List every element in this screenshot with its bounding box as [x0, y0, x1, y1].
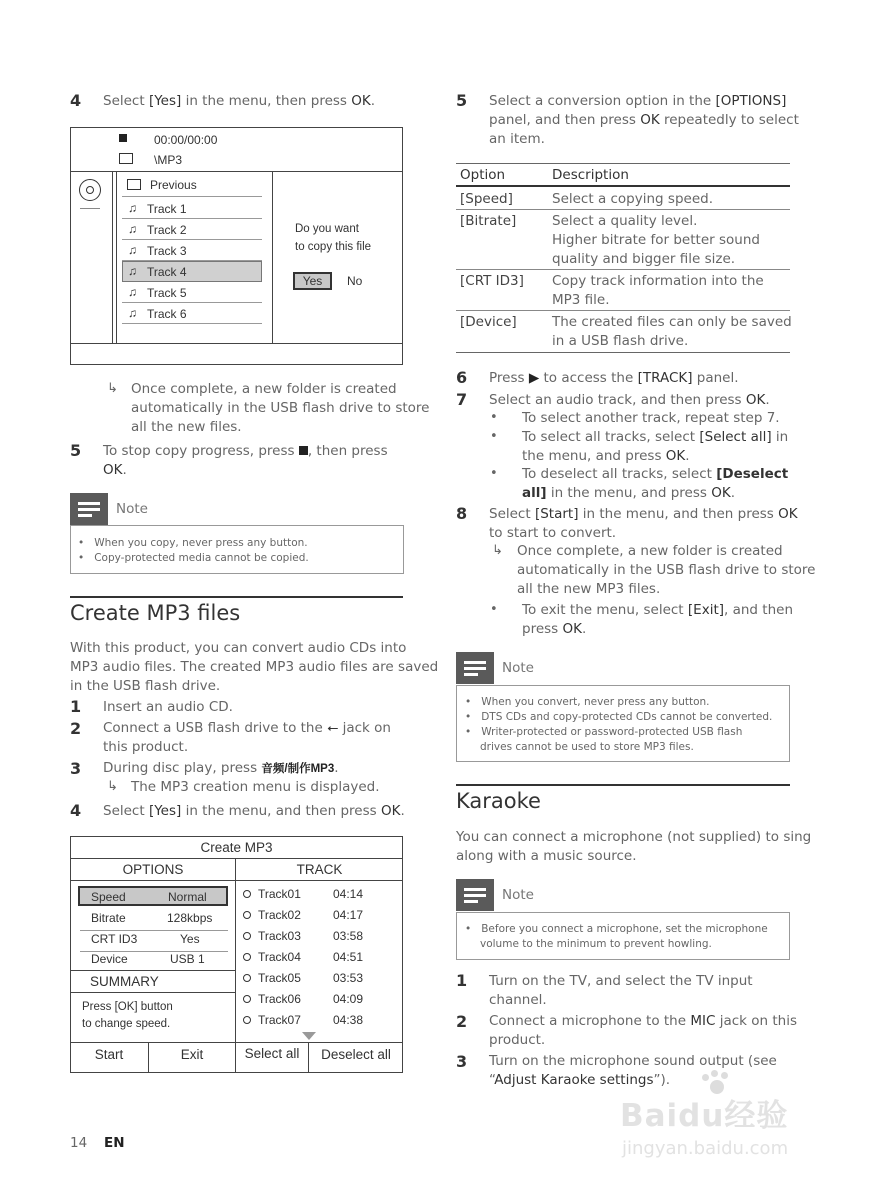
- step-text: Turn on the TV, and select the TV input channel.: [489, 973, 753, 1008]
- folder-icon: [127, 179, 141, 190]
- step-number: 1: [70, 697, 82, 716]
- page-language: EN: [104, 1135, 125, 1151]
- bullet: •: [490, 429, 498, 444]
- radio-icon: [243, 995, 251, 1003]
- table-top-line: [456, 163, 790, 164]
- list-item[interactable]: [122, 282, 262, 303]
- table-bottom-line: [456, 352, 790, 353]
- track-label: Track 5: [147, 286, 187, 300]
- list-item[interactable]: [122, 303, 262, 324]
- option-name: Speed: [91, 890, 126, 904]
- step-number: 4: [70, 801, 82, 820]
- step-text: Connect a microphone to the MIC jack on this product.: [489, 1013, 797, 1048]
- track-row[interactable]: [240, 885, 400, 906]
- prompt-line: Do you want: [295, 223, 359, 235]
- start-button[interactable]: Start: [94, 1047, 124, 1062]
- bullet: •: [490, 602, 498, 617]
- track-row[interactable]: [240, 927, 400, 948]
- disc-underline: [80, 208, 100, 209]
- note-list: • Before you connect a microphone, set the microphone volume to the minimum to prevent howling.: [465, 923, 768, 950]
- list-item[interactable]: [122, 198, 262, 219]
- step-number: 4: [70, 91, 82, 110]
- note-title: Note: [502, 887, 534, 903]
- option-value: Yes: [180, 932, 200, 946]
- step-number: 7: [456, 390, 468, 409]
- music-note-icon: ♫: [128, 285, 137, 299]
- select-all-button[interactable]: Select all: [244, 1046, 300, 1061]
- track-row[interactable]: [240, 948, 400, 969]
- bullet-text: To exit the menu, select [Exit], and then press OK.: [522, 602, 793, 637]
- list-item[interactable]: [122, 240, 262, 261]
- track-name: Track07: [258, 1013, 301, 1027]
- scroll-down-icon[interactable]: [302, 1032, 316, 1040]
- list-item-selected[interactable]: [122, 261, 262, 282]
- track-row[interactable]: [240, 990, 400, 1011]
- option-value: Normal: [168, 890, 207, 904]
- note-title: Note: [502, 660, 534, 676]
- result-text: Once complete, a new folder is created automatically in the USB flash drive to store all the new MP3 files.: [517, 543, 816, 597]
- track-time: 04:14: [333, 887, 364, 901]
- track-time: 04:51: [333, 950, 364, 964]
- step-text: Select an audio track, and then press OK.: [489, 392, 770, 408]
- music-note-icon: ♫: [128, 306, 137, 320]
- option-row[interactable]: [80, 930, 228, 952]
- prompt-line: to copy this file: [295, 241, 372, 253]
- step-number: 1: [456, 971, 468, 990]
- track-label: Track 6: [147, 307, 187, 321]
- note-title: Note: [116, 501, 148, 517]
- usb-icon: ⭠: [327, 720, 339, 736]
- table-row-line: [456, 310, 790, 311]
- track-row[interactable]: [240, 906, 400, 927]
- step-number: 5: [456, 91, 468, 110]
- note-icon: [456, 879, 494, 911]
- track-row[interactable]: [240, 969, 400, 990]
- step-text: Select a conversion option in the [OPTIONS] panel, and then press OK repeatedly to select an item.: [489, 93, 799, 147]
- stop-icon: [119, 134, 127, 142]
- table-cell-option: [Bitrate]: [460, 213, 517, 229]
- result-arrow-icon: ↳: [492, 543, 503, 558]
- music-note-icon: ♫: [128, 222, 137, 236]
- section-intro: You can connect a microphone (not supplied) to sing along with a music source.: [456, 829, 812, 864]
- table-cell-option: [CRT ID3]: [460, 273, 524, 289]
- track-time: 04:17: [333, 908, 364, 922]
- track-time: 04:38: [333, 1013, 364, 1027]
- track-label: Track 2: [147, 223, 187, 237]
- bullet-text: To select another track, repeat step 7.: [522, 410, 780, 426]
- no-button[interactable]: No: [347, 274, 363, 288]
- track-name: Track03: [258, 929, 301, 943]
- step-number: 3: [70, 759, 82, 778]
- section-rule: [70, 596, 403, 598]
- folder-icon: [119, 153, 133, 164]
- bullet: •: [490, 410, 498, 425]
- stop-icon: [299, 446, 308, 455]
- radio-icon: [243, 890, 251, 898]
- bullet: •: [490, 466, 498, 481]
- section-intro: With this product, you can convert audio CDs into MP3 audio files. The created MP3 audio files are saved in the USB flash drive.: [70, 640, 439, 694]
- option-row[interactable]: [80, 951, 228, 970]
- option-row-selected[interactable]: [78, 886, 228, 906]
- table-header-rule: [456, 185, 790, 187]
- track-row[interactable]: [240, 1011, 400, 1032]
- track-label: Track 4: [147, 265, 187, 279]
- note-icon: [70, 493, 108, 525]
- radio-icon: [243, 1016, 251, 1024]
- option-value: USB 1: [170, 952, 205, 966]
- previous-item[interactable]: Previous: [150, 178, 197, 192]
- divider: [70, 970, 235, 971]
- step-text: Select [Yes] in the menu, then press OK.: [103, 93, 376, 109]
- divider: [70, 858, 403, 859]
- step-text: Select [Yes] in the menu, and then press OK.: [103, 803, 405, 819]
- option-name: Bitrate: [91, 911, 126, 925]
- music-note-icon: ♫: [128, 264, 137, 278]
- table-header-description: Description: [552, 167, 629, 183]
- list-item[interactable]: [122, 219, 262, 240]
- track-name: Track01: [258, 887, 301, 901]
- music-note-icon: ♫: [128, 201, 137, 215]
- step-number: 5: [70, 441, 82, 460]
- option-name: Device: [91, 952, 128, 966]
- option-name: CRT ID3: [91, 932, 138, 946]
- table-cell-desc: Select a copying speed.: [552, 191, 713, 207]
- step-text: Press ▶ to access the [TRACK] panel.: [489, 370, 739, 386]
- mp3-screen-title: Create MP3: [200, 840, 273, 855]
- play-icon: ▶: [528, 370, 540, 386]
- table-cell-option: [Speed]: [460, 191, 513, 207]
- track-time: 03:58: [333, 929, 364, 943]
- note-list: • When you convert, never press any button. • DTS CDs and copy-protected CDs cannot be converted. • Writer-protected or password-protected USB flash drives cannot be used to store MP3 files.: [465, 696, 773, 753]
- step-text: During disc play, press 音频/制作MP3.: [103, 760, 339, 776]
- radio-icon: [243, 953, 251, 961]
- options-header: OPTIONS: [122, 862, 184, 877]
- step-number: 8: [456, 504, 468, 523]
- divider: [272, 171, 273, 343]
- step-number: 2: [456, 1012, 468, 1031]
- summary-text: Press [OK] button: [82, 1001, 173, 1013]
- divider: [122, 196, 262, 197]
- divider: [70, 343, 403, 344]
- divider: [70, 880, 403, 881]
- table-row-line: [456, 269, 790, 270]
- page-number: 14: [70, 1135, 88, 1151]
- time-display: 00:00/00:00: [154, 133, 218, 147]
- track-name: Track02: [258, 908, 301, 922]
- divider: [116, 171, 117, 343]
- note-list: • When you copy, never press any button. • Copy-protected media cannot be copied.: [78, 537, 309, 564]
- step-number: 2: [70, 719, 82, 738]
- table-cell-desc: Select a quality level. Higher bitrate for better sound quality and bigger file size.: [552, 213, 760, 267]
- section-rule: [456, 784, 790, 786]
- bullet-text: To deselect all tracks, select [Deselect all] in the menu, and press OK.: [522, 466, 789, 501]
- radio-icon: [243, 974, 251, 982]
- track-label: Track 1: [147, 202, 187, 216]
- table-cell-desc: The created files can only be saved in a USB flash drive.: [552, 314, 792, 349]
- track-time: 04:09: [333, 992, 364, 1006]
- section-title: Create MP3 files: [70, 601, 241, 625]
- exit-button[interactable]: Exit: [180, 1047, 204, 1062]
- radio-icon: [243, 932, 251, 940]
- track-label: Track 3: [147, 244, 187, 258]
- divider: [235, 858, 236, 1073]
- option-value: 128kbps: [167, 911, 213, 925]
- option-row[interactable]: [80, 909, 228, 931]
- divider: [112, 171, 113, 343]
- divider: [70, 992, 235, 993]
- result-text: Once complete, a new folder is created automatically in the USB flash drive to store all the new files.: [131, 381, 430, 435]
- step-number: 3: [456, 1052, 468, 1071]
- copy-track-list: [122, 198, 262, 324]
- table-row-line: [456, 209, 790, 210]
- summary-header: SUMMARY: [90, 974, 159, 989]
- step-text: Select [Start] in the menu, and then press OK to start to convert.: [489, 506, 798, 541]
- mp3-track-list: [240, 885, 400, 1032]
- section-title: Karaoke: [456, 789, 541, 813]
- watermark-url: jingyan.baidu.com: [622, 1138, 789, 1159]
- bullet-text: To select all tracks, select [Select all] in the menu, and press OK.: [522, 429, 789, 464]
- table-cell-desc: Copy track information into the MP3 file.: [552, 273, 764, 308]
- path-display: \MP3: [154, 153, 183, 167]
- track-time: 03:53: [333, 971, 364, 985]
- yes-button[interactable]: Yes: [293, 272, 332, 290]
- radio-icon: [243, 911, 251, 919]
- divider: [70, 1042, 403, 1043]
- table-header-option: Option: [460, 167, 506, 183]
- track-name: Track05: [258, 971, 301, 985]
- result-arrow-icon: ↳: [107, 381, 118, 396]
- disc-hole: [86, 186, 94, 194]
- step-text: Turn on the microphone sound output (see “Adjust Karaoke settings”).: [489, 1053, 777, 1088]
- result-arrow-icon: ↳: [107, 779, 118, 794]
- divider: [70, 171, 403, 172]
- watermark-logo: Baidu经验: [620, 1098, 789, 1134]
- track-name: Track04: [258, 950, 301, 964]
- step-text: Connect a USB flash drive to the ⭠ jack on this product.: [103, 720, 391, 755]
- deselect-all-button[interactable]: Deselect all: [321, 1047, 391, 1062]
- result-text: The MP3 creation menu is displayed.: [131, 779, 380, 795]
- track-header: TRACK: [296, 862, 343, 877]
- table-cell-option: [Device]: [460, 314, 517, 330]
- track-name: Track06: [258, 992, 301, 1006]
- step-text: To stop copy progress, press , then press OK.: [103, 443, 388, 478]
- summary-text: to change speed.: [82, 1018, 171, 1030]
- music-note-icon: ♫: [128, 243, 137, 257]
- note-icon: [456, 652, 494, 684]
- step-number: 6: [456, 368, 468, 387]
- step-text: Insert an audio CD.: [103, 699, 233, 715]
